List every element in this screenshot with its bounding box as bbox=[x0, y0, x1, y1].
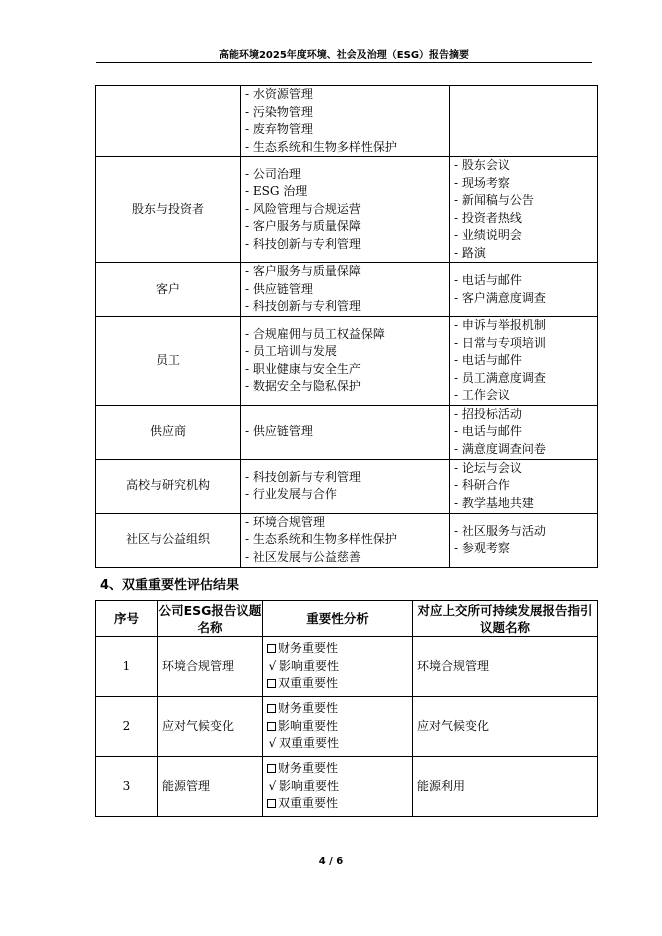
channel-item: - 参观考察 bbox=[454, 540, 597, 558]
channel-item: - 满意度调查问卷 bbox=[454, 441, 597, 459]
option-label: 财务重要性 bbox=[278, 761, 339, 776]
channel-item: - 论坛与会议 bbox=[454, 460, 597, 478]
header-topic: 公司ESG报告议题名称 bbox=[158, 602, 262, 635]
stakeholder-row bbox=[96, 459, 598, 513]
materiality-option bbox=[267, 718, 412, 736]
channels-cell bbox=[450, 263, 598, 317]
row-index: 2 bbox=[96, 697, 158, 757]
option-label: 财务重要性 bbox=[278, 641, 339, 656]
materiality-option bbox=[267, 735, 412, 753]
section-title: 4、双重重要性评估结果 bbox=[100, 578, 240, 593]
stakeholder-category bbox=[96, 86, 241, 157]
materiality-option bbox=[267, 795, 412, 813]
channel-item: - 新闻稿与公告 bbox=[454, 192, 597, 210]
channel-item: - 电话与邮件 bbox=[454, 423, 597, 441]
topic-item: - 科技创新与专利管理 bbox=[245, 298, 449, 316]
topics-cell bbox=[241, 86, 450, 157]
page-number: 4 / 6 bbox=[318, 856, 344, 867]
row-index: 1 bbox=[96, 637, 158, 697]
stakeholder-row bbox=[96, 513, 598, 567]
stakeholder-row bbox=[96, 157, 598, 263]
topic-item: - 职业健康与安全生产 bbox=[245, 361, 449, 379]
checkbox-empty-icon bbox=[267, 799, 276, 808]
option-label: 影响重要性 bbox=[279, 658, 340, 673]
document-header: 高能环境2025年度环境、社会及治理（ESG）报告摘要 bbox=[218, 50, 470, 61]
topic-item: - 科技创新与专利管理 bbox=[245, 236, 449, 254]
channel-item: - 日常与专项培训 bbox=[454, 335, 597, 353]
channel-item: - 教学基地共建 bbox=[454, 495, 597, 513]
channels-cell bbox=[450, 405, 598, 459]
stakeholder-category: 客户 bbox=[96, 263, 241, 317]
stakeholder-category: 高校与研究机构 bbox=[96, 459, 241, 513]
channel-item: - 员工满意度调查 bbox=[454, 370, 597, 388]
stakeholder-table bbox=[95, 85, 598, 568]
channel-item: - 电话与邮件 bbox=[454, 272, 597, 290]
materiality-table bbox=[95, 600, 598, 817]
channel-item: - 招投标活动 bbox=[454, 406, 597, 424]
materiality-option bbox=[267, 778, 412, 796]
materiality-option bbox=[267, 760, 412, 778]
channel-item: - 现场考察 bbox=[454, 175, 597, 193]
checkbox-empty-icon bbox=[267, 722, 276, 731]
option-label: 双重重要性 bbox=[279, 736, 340, 751]
materiality-option bbox=[267, 700, 412, 718]
topic-item: - 社区发展与公益慈善 bbox=[245, 549, 449, 567]
checkmark-icon: √ bbox=[268, 658, 277, 673]
topic-name: 环境合规管理 bbox=[158, 637, 263, 697]
channel-item: - 申诉与举报机制 bbox=[454, 317, 597, 335]
header-rule bbox=[96, 62, 592, 63]
channels-cell bbox=[450, 459, 598, 513]
checkbox-empty-icon bbox=[267, 764, 276, 773]
topic-item: - 生态系统和生物多样性保护 bbox=[245, 139, 449, 157]
stakeholder-category: 股东与投资者 bbox=[96, 157, 241, 263]
topic-name: 应对气候变化 bbox=[158, 697, 263, 757]
channels-cell bbox=[450, 317, 598, 406]
topic-item: - 风险管理与合规运营 bbox=[245, 201, 449, 219]
sse-topic-name: 环境合规管理 bbox=[413, 637, 598, 697]
topics-cell bbox=[241, 405, 450, 459]
materiality-row bbox=[96, 697, 598, 757]
topic-item: - 废弃物管理 bbox=[245, 121, 449, 139]
checkmark-icon: √ bbox=[268, 778, 277, 793]
option-label: 影响重要性 bbox=[279, 778, 340, 793]
materiality-option bbox=[267, 675, 412, 693]
option-label: 双重重要性 bbox=[278, 676, 339, 691]
stakeholder-category: 员工 bbox=[96, 317, 241, 406]
materiality-options bbox=[263, 757, 413, 817]
row-index: 3 bbox=[96, 757, 158, 817]
topic-item: - 环境合规管理 bbox=[245, 514, 449, 532]
topics-cell bbox=[241, 513, 450, 567]
topics-cell bbox=[241, 157, 450, 263]
checkmark-icon: √ bbox=[268, 736, 277, 751]
checkbox-empty-icon bbox=[267, 704, 276, 713]
stakeholder-row bbox=[96, 405, 598, 459]
topic-item: - 客户服务与质量保障 bbox=[245, 263, 449, 281]
topic-item: - 供应链管理 bbox=[245, 281, 449, 299]
checkbox-empty-icon bbox=[267, 679, 276, 688]
topic-item: - 公司治理 bbox=[245, 166, 449, 184]
topic-item: - 数据安全与隐私保护 bbox=[245, 378, 449, 396]
topic-item: - 污染物管理 bbox=[245, 104, 449, 122]
stakeholder-row bbox=[96, 263, 598, 317]
topics-cell bbox=[241, 459, 450, 513]
channel-item: - 投资者热线 bbox=[454, 210, 597, 228]
topic-item: - 科技创新与专利管理 bbox=[245, 469, 449, 487]
materiality-option bbox=[267, 658, 412, 676]
checkbox-empty-icon bbox=[267, 644, 276, 653]
materiality-row bbox=[96, 757, 598, 817]
topic-item: - 合规雇佣与员工权益保障 bbox=[245, 326, 449, 344]
materiality-row bbox=[96, 637, 598, 697]
channel-item: - 电话与邮件 bbox=[454, 352, 597, 370]
materiality-options bbox=[263, 637, 413, 697]
topics-cell bbox=[241, 317, 450, 406]
channel-item: - 工作会议 bbox=[454, 387, 597, 405]
topics-cell bbox=[241, 263, 450, 317]
channels-cell bbox=[450, 86, 598, 157]
option-label: 影响重要性 bbox=[278, 718, 339, 733]
topic-item: - 水资源管理 bbox=[245, 86, 449, 104]
channel-item: - 科研合作 bbox=[454, 477, 597, 495]
topic-item: - 生态系统和生物多样性保护 bbox=[245, 531, 449, 549]
stakeholder-row bbox=[96, 86, 598, 157]
materiality-option bbox=[267, 640, 412, 658]
stakeholder-row bbox=[96, 317, 598, 406]
header-index: 序号 bbox=[96, 601, 158, 637]
channels-cell bbox=[450, 513, 598, 567]
channel-item: - 社区服务与活动 bbox=[454, 523, 597, 541]
topic-name: 能源管理 bbox=[158, 757, 263, 817]
sse-topic-name: 应对气候变化 bbox=[413, 697, 598, 757]
sse-topic-name: 能源利用 bbox=[413, 757, 598, 817]
channel-item: - 路演 bbox=[454, 245, 597, 263]
topic-item: - 供应链管理 bbox=[245, 423, 449, 441]
stakeholder-category: 社区与公益组织 bbox=[96, 513, 241, 567]
channel-item: - 股东会议 bbox=[454, 157, 597, 175]
stakeholder-category: 供应商 bbox=[96, 405, 241, 459]
topic-item: - 员工培训与发展 bbox=[245, 343, 449, 361]
channels-cell bbox=[450, 157, 598, 263]
option-label: 双重重要性 bbox=[278, 796, 339, 811]
header-analysis: 重要性分析 bbox=[263, 601, 413, 637]
topic-item: - 行业发展与合作 bbox=[245, 486, 449, 504]
option-label: 财务重要性 bbox=[278, 701, 339, 716]
topic-item: - 客户服务与质量保障 bbox=[245, 218, 449, 236]
channel-item: - 业绩说明会 bbox=[454, 227, 597, 245]
channel-item: - 客户满意度调查 bbox=[454, 290, 597, 308]
topic-item: - ESG 治理 bbox=[245, 183, 449, 201]
materiality-options bbox=[263, 697, 413, 757]
header-sse-topic: 对应上交所可持续发展报告指引议题名称 bbox=[413, 601, 598, 637]
